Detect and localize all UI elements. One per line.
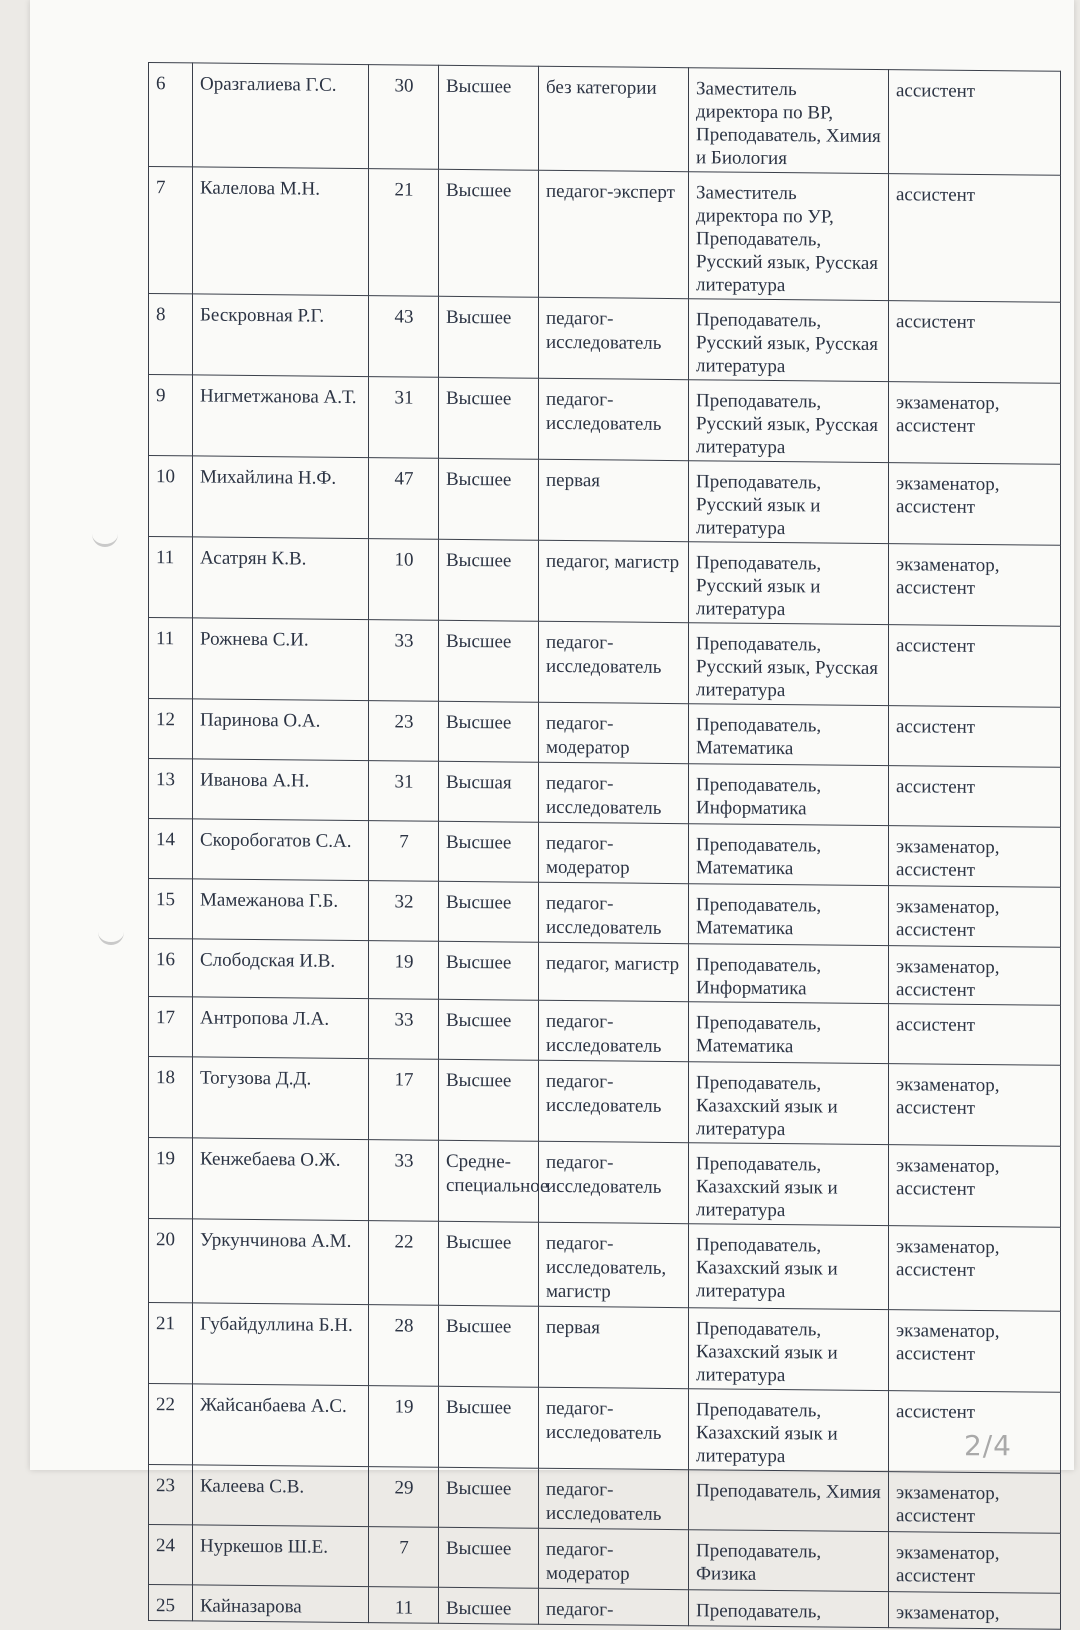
punch-hole-mark (92, 530, 118, 547)
row-number-cell: 11 (149, 537, 193, 618)
teacher-name-cell: Нигметжанова А.Т. (193, 375, 369, 458)
qualification-category-cell: первая (539, 459, 689, 541)
position-subject-cell: Преподаватель, Казахский язык и литература (689, 1308, 889, 1391)
position-subject-cell: Преподаватель, Русский язык и литература (689, 461, 889, 544)
table-row (149, 879, 1061, 948)
table-row (149, 759, 1061, 828)
qualification-category-cell: педагог-исследователь (539, 621, 689, 703)
exam-role-cell: экзаменатор, ассистент (889, 1226, 1061, 1312)
qualification-category-cell: педагог-модератор (539, 1528, 689, 1589)
row-number-cell: 16 (149, 939, 193, 997)
table-row (149, 939, 1061, 1006)
position-subject-cell: Преподаватель, Казахский язык и литература (689, 1143, 889, 1226)
row-number-cell: 11 (149, 618, 193, 699)
row-number-cell: 19 (149, 1138, 193, 1219)
table-row (149, 456, 1061, 546)
teacher-name-cell: Рожнева С.И. (193, 618, 369, 701)
exam-role-cell: экзаменатор, ассистент (889, 1472, 1061, 1534)
table-row (149, 537, 1061, 627)
education-level-cell: Высшее (439, 1386, 539, 1468)
education-level-cell: Высшее (439, 1527, 539, 1588)
qualification-category-cell: педагог-исследователь (539, 1141, 689, 1223)
education-level-cell: Высшее (439, 881, 539, 942)
experience-years-cell: 11 (369, 1587, 439, 1624)
experience-years-cell: 33 (369, 1140, 439, 1222)
exam-role-cell: ассистент (889, 70, 1061, 176)
education-level-cell: Высшее (439, 65, 539, 170)
education-level-cell: Высшее (439, 539, 539, 621)
exam-role-cell: экзаменатор, ассистент (889, 463, 1061, 546)
qualification-category-cell: педагог-эксперт (539, 170, 689, 298)
education-level-cell: Высшее (439, 1467, 539, 1528)
qualification-category-cell: первая (539, 1306, 689, 1388)
qualification-category-cell: педагог-исследователь (539, 297, 689, 379)
position-subject-cell: Преподаватель, Русский язык и литература (689, 542, 889, 625)
qualification-category-cell: педагог-исследователь (539, 1000, 689, 1061)
exam-role-cell: экзаменатор, (889, 1592, 1061, 1630)
position-subject-cell: Преподаватель, Казахский язык и литература (689, 1062, 889, 1145)
exam-role-cell: ассистент (889, 706, 1061, 768)
experience-years-cell: 19 (369, 941, 439, 1000)
row-number-cell: 22 (149, 1384, 193, 1465)
exam-role-cell: экзаменатор, ассистент (889, 946, 1061, 1006)
table-row (149, 294, 1061, 384)
table-row (149, 1138, 1061, 1228)
exam-role-cell: экзаменатор, ассистент (889, 1145, 1061, 1228)
position-subject-cell: Преподаватель, Математика (689, 824, 889, 886)
experience-years-cell: 29 (369, 1467, 439, 1528)
row-number-cell: 24 (149, 1525, 193, 1585)
education-level-cell: Высшее (439, 1059, 539, 1141)
position-subject-cell: Преподаватель, Казахский язык и литература (689, 1389, 889, 1472)
exam-role-cell: экзаменатор, ассистент (889, 544, 1061, 627)
education-level-cell: Высшее (439, 701, 539, 762)
position-subject-cell: Преподаватель, Русский язык, Русская литература (689, 623, 889, 706)
position-subject-cell: Преподаватель, Физика (689, 1530, 889, 1592)
teacher-name-cell: Кайназарова (193, 1585, 369, 1623)
table-row (149, 1219, 1061, 1312)
teacher-name-cell: Михайлина Н.Ф. (193, 456, 369, 539)
row-number-cell: 21 (149, 1303, 193, 1384)
teacher-name-cell: Слободская И.В. (193, 939, 369, 999)
experience-years-cell: 32 (369, 881, 439, 942)
experience-years-cell: 31 (369, 377, 439, 459)
teacher-name-cell: Жайсанбаева А.С. (193, 1384, 369, 1467)
education-level-cell: Средне-специальное (439, 1140, 539, 1222)
row-number-cell: 9 (149, 375, 193, 456)
teacher-name-cell: Кенжебаева О.Ж. (193, 1138, 369, 1221)
teacher-name-cell: Губайдуллина Б.Н. (193, 1303, 369, 1386)
table-row (149, 1585, 1061, 1630)
experience-years-cell: 31 (369, 761, 439, 822)
position-subject-cell: Заместитель директора по ВР, Преподаватель, Химия и Биология (689, 68, 889, 174)
qualification-category-cell: педагог-исследователь, магистр (539, 1222, 689, 1307)
teacher-name-cell: Асатрян К.В. (193, 537, 369, 620)
teacher-name-cell: Скоробогатов С.А. (193, 819, 369, 881)
education-level-cell: Высшее (439, 169, 539, 297)
qualification-category-cell: педагог-исследователь (539, 882, 689, 943)
teacher-name-cell: Мамежанова Г.Б. (193, 879, 369, 941)
experience-years-cell: 10 (369, 539, 439, 621)
table-row (149, 375, 1061, 465)
experience-years-cell: 17 (369, 1059, 439, 1141)
education-level-cell: Высшее (439, 458, 539, 540)
table-row (149, 1465, 1061, 1534)
exam-role-cell: экзаменатор, ассистент (889, 382, 1061, 465)
exam-role-cell: ассистент (889, 625, 1061, 708)
exam-role-cell: ассистент (889, 1391, 1061, 1474)
table-row (149, 167, 1061, 303)
experience-years-cell: 21 (369, 169, 439, 297)
table-row (149, 1384, 1061, 1474)
row-number-cell: 7 (149, 167, 193, 294)
education-level-cell: Высшая (439, 761, 539, 822)
experience-years-cell: 7 (369, 821, 439, 882)
teacher-name-cell: Иванова А.Н. (193, 759, 369, 821)
row-number-cell: 25 (149, 1585, 193, 1621)
experience-years-cell: 7 (369, 1527, 439, 1588)
exam-role-cell: ассистент (889, 174, 1061, 303)
row-number-cell: 6 (149, 63, 193, 167)
table-row (149, 997, 1061, 1066)
education-level-cell: Высшее (439, 1305, 539, 1387)
position-subject-cell: Преподаватель, Русский язык, Русская литература (689, 380, 889, 463)
table-row (149, 618, 1061, 708)
row-number-cell: 15 (149, 879, 193, 939)
position-subject-cell: Заместитель директора по УР, Преподаватель, Русский язык, Русская литература (689, 172, 889, 301)
experience-years-cell: 19 (369, 1386, 439, 1468)
experience-years-cell: 23 (369, 701, 439, 762)
teacher-name-cell: Антропова Л.А. (193, 997, 369, 1059)
exam-role-cell: ассистент (889, 301, 1061, 384)
exam-role-cell: экзаменатор, ассистент (889, 1310, 1061, 1393)
table-row (149, 1525, 1061, 1594)
experience-years-cell: 33 (369, 620, 439, 702)
education-level-cell: Высшее (439, 1587, 539, 1624)
education-level-cell: Высшее (439, 296, 539, 378)
position-subject-cell: Преподаватель, Математика (689, 1002, 889, 1064)
education-level-cell: Высшее (439, 1221, 539, 1306)
staff-table-body (149, 63, 1061, 1630)
table-row (149, 819, 1061, 888)
education-level-cell: Высшее (439, 620, 539, 702)
row-number-cell: 13 (149, 759, 193, 819)
exam-role-cell: экзаменатор, ассистент (889, 1064, 1061, 1147)
row-number-cell: 23 (149, 1465, 193, 1525)
qualification-category-cell: педагог-исследователь (539, 762, 689, 823)
exam-role-cell: экзаменатор, ассистент (889, 826, 1061, 888)
experience-years-cell: 28 (369, 1305, 439, 1387)
teacher-name-cell: Оразгалиева Г.С. (193, 63, 369, 169)
exam-role-cell: экзаменатор, ассистент (889, 1532, 1061, 1594)
row-number-cell: 8 (149, 294, 193, 375)
qualification-category-cell: педагог-исследователь (539, 1387, 689, 1469)
teacher-name-cell: Паринова О.А. (193, 699, 369, 761)
education-level-cell: Высшее (439, 941, 539, 1000)
qualification-category-cell: педагог-исследователь (539, 1468, 689, 1529)
row-number-cell: 18 (149, 1057, 193, 1138)
teacher-name-cell: Калелова М.Н. (193, 167, 369, 296)
position-subject-cell: Преподаватель, Казахский язык и литература (689, 1224, 889, 1310)
position-subject-cell: Преподаватель, Химия (689, 1470, 889, 1532)
experience-years-cell: 22 (369, 1221, 439, 1306)
scanned-page (30, 0, 1074, 1625)
table-row (149, 699, 1061, 768)
teacher-name-cell: Бескровная Р.Г. (193, 294, 369, 377)
qualification-category-cell: педагог, магистр (539, 942, 689, 1001)
education-level-cell: Высшее (439, 999, 539, 1060)
teacher-name-cell: Тогузова Д.Д. (193, 1057, 369, 1140)
table-row (149, 63, 1061, 176)
experience-years-cell: 30 (369, 65, 439, 170)
qualification-category-cell: педагог- (539, 1588, 689, 1625)
education-level-cell: Высшее (439, 821, 539, 882)
experience-years-cell: 33 (369, 999, 439, 1060)
experience-years-cell: 47 (369, 458, 439, 540)
teacher-name-cell: Нуркешов Ш.Е. (193, 1525, 369, 1587)
position-subject-cell: Преподаватель, Информатика (689, 764, 889, 826)
row-number-cell: 17 (149, 997, 193, 1057)
position-subject-cell: Преподаватель, Русский язык, Русская литература (689, 299, 889, 382)
row-number-cell: 14 (149, 819, 193, 879)
position-subject-cell: Преподаватель, Математика (689, 704, 889, 766)
qualification-category-cell: без категории (539, 66, 689, 171)
exam-role-cell: ассистент (889, 766, 1061, 828)
position-subject-cell: Преподаватель, Математика (689, 884, 889, 946)
teacher-name-cell: Калеева С.В. (193, 1465, 369, 1527)
qualification-category-cell: педагог, магистр (539, 540, 689, 622)
position-subject-cell: Преподаватель, (689, 1590, 889, 1628)
row-number-cell: 10 (149, 456, 193, 537)
table-row (149, 1303, 1061, 1393)
staff-table (148, 62, 1061, 1630)
table-row (149, 1057, 1061, 1147)
education-level-cell: Высшее (439, 377, 539, 459)
position-subject-cell: Преподаватель, Информатика (689, 944, 889, 1004)
qualification-category-cell: педагог-исследователь (539, 378, 689, 460)
row-number-cell: 12 (149, 699, 193, 759)
qualification-category-cell: педагог-модератор (539, 702, 689, 763)
row-number-cell: 20 (149, 1219, 193, 1303)
qualification-category-cell: педагог-модератор (539, 822, 689, 883)
qualification-category-cell: педагог-исследователь (539, 1060, 689, 1142)
exam-role-cell: ассистент (889, 1004, 1061, 1066)
experience-years-cell: 43 (369, 296, 439, 378)
exam-role-cell: экзаменатор, ассистент (889, 886, 1061, 948)
page-indicator: 2/4 (963, 1429, 1012, 1462)
punch-hole-mark (98, 928, 124, 945)
teacher-name-cell: Уркунчинова А.М. (193, 1219, 369, 1305)
